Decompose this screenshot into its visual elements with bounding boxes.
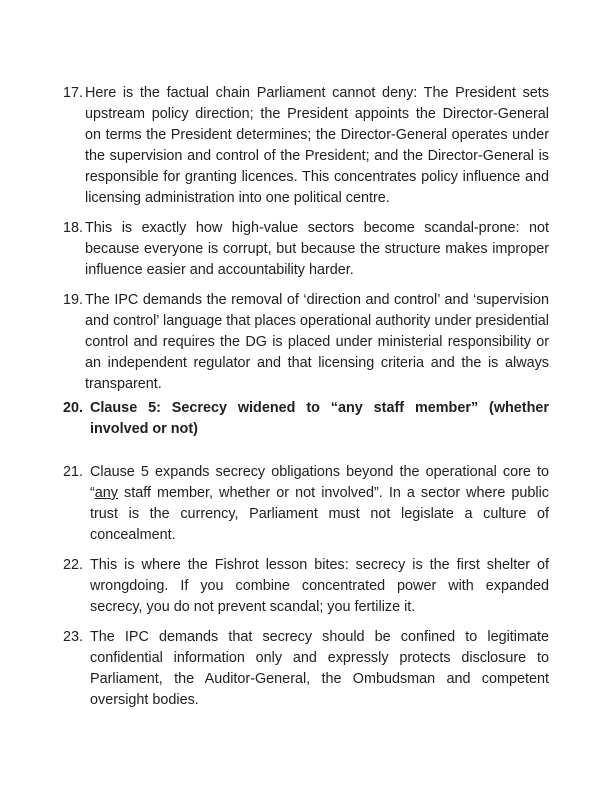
item-number: 19. [63,292,84,308]
item-number: 23. [63,629,84,645]
underlined-text: any [94,485,118,501]
list-item-22 [63,555,549,618]
item-number: 21. [63,464,84,480]
item-text: Here is the factual chain Parliament cannot deny: The President sets upstream policy direction; the President appoints the Director-General on terms the President determines; the Director-General operates under the supervision and control of the President; and the Director-General is responsible for granting licences. This concentrates policy influence and licensing administration into one political centre. [85,85,549,206]
item-text [90,462,549,546]
item-text: The IPC demands that secrecy should be confined to legitimate confidential information only and expressly protects disclosure to Parliament, the Auditor-General, the Ombudsman and competent oversight bodies. [90,629,549,708]
list-item-20-section-heading [63,398,549,440]
item-number: 18. [63,220,84,236]
item-number: 17. [63,85,84,101]
item-text-pre: Clause 5 expands secrecy obligations beyond the operational core to “ [90,464,549,501]
list-item-17 [63,83,549,209]
item-text: This is where the Fishrot lesson bites: secrecy is the first shelter of wrongdoing. If you combine concentrated power with expanded secrecy, you do not prevent scandal; you fertilize it. [90,557,549,615]
list-item-23 [63,627,549,711]
item-text-post: staff member, whether or not involved”. In a sector where public trust is the currency, Parliament must not legislate a culture of concealment. [90,485,549,543]
item-text: The IPC demands the removal of ‘direction and control’ and ‘supervision and control’ language that places operational authority under presidential control and requires the DG is placed under ministerial responsibility or an independent regulator and that licensing criteria and the is always transparent. [85,292,549,392]
item-number: 20. [63,400,84,416]
page-content [63,83,549,720]
item-number: 22. [63,557,84,573]
item-text: This is exactly how high-value sectors become scandal-prone: not because everyone is corrupt, but because the structure makes improper influence easier and accountability harder. [85,220,549,278]
list-item-19 [63,290,549,395]
list-item-18 [63,218,549,281]
list-item-21 [63,462,549,546]
section-heading: Clause 5: Secrecy widened to “any staff member” (whether involved or not) [90,400,549,437]
